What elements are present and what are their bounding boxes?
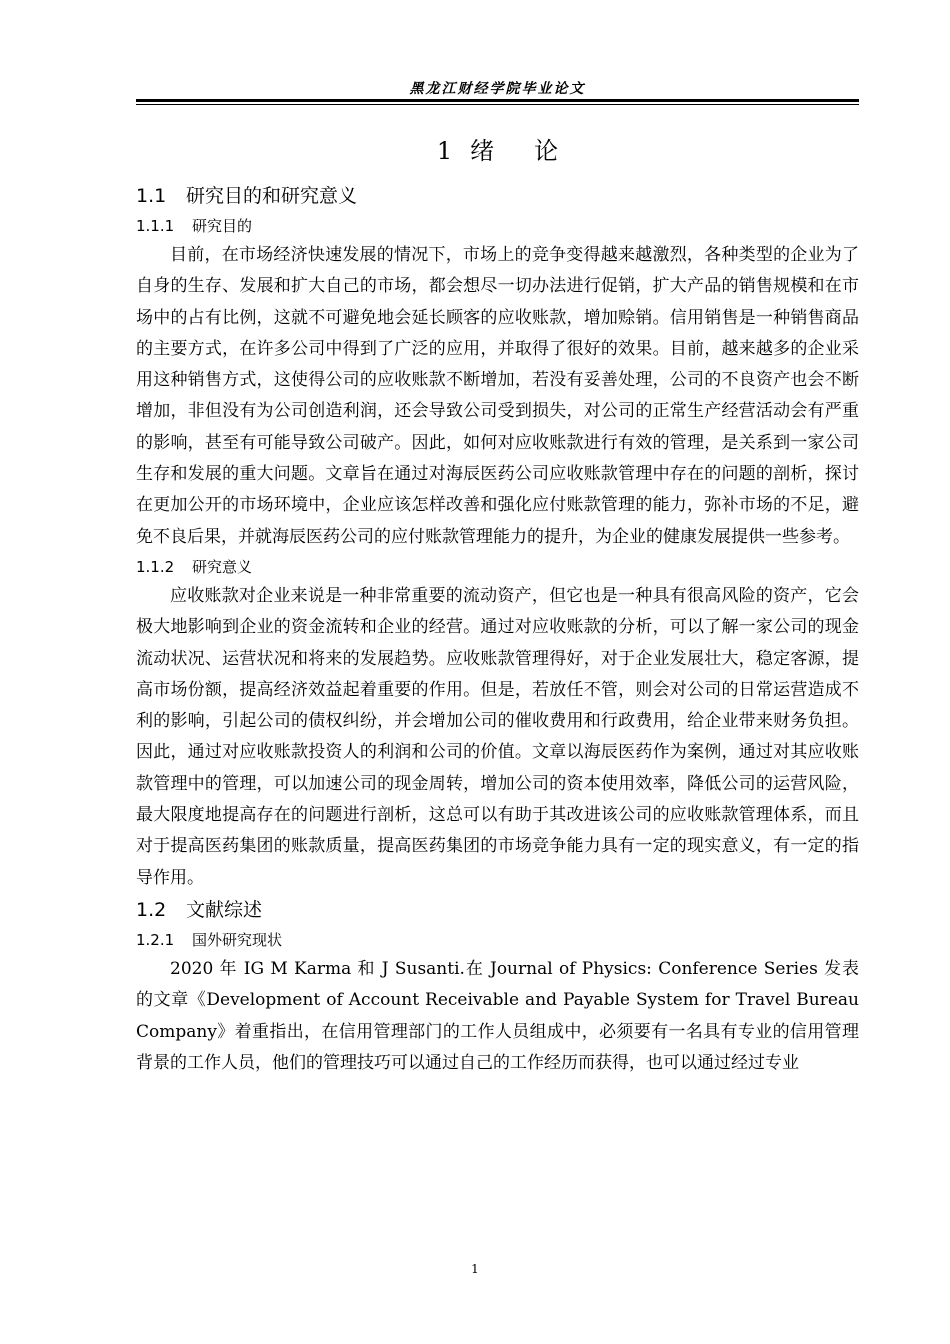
paragraph-research-significance: 应收账款对企业来说是一种非常重要的流动资产，但它也是一种具有很高风险的资产，它会极大地影响到企业的资金流转和企业的经营。通过对应收账款的分析，可以了解一家公司的现金流动状况、运营状况和将来的发展趋势。应收账款管理得好，对于企业发展壮大，稳定客源，提高市场份额，提高经济效益起着重要的作用。但是，若放任不管，则会对公司的日常运营造成不利的影响，引起公司的债权纠纷，并会增加公司的催收费用和行政费用，给企业带来财务负担。因此，通过对应收账款投资人的利润和公司的价值。文章以海辰医药作为案例，通过对其应收账款管理中的管理，可以加速公司的现金周转，增加公司的资本使用效率，降低公司的运营风险，最大限度地提高存在的问题进行剖析，这总可以有助于其改进该公司的应收账款管理体系，而且对于提高医药集团的账款质量，提高医药集团的市场竞争能力具有一定的现实意义，有一定的指导作用。 [136, 585, 859, 888]
chapter-title-char-2: 论 [534, 137, 559, 165]
header-rule-thick [136, 99, 859, 102]
paragraph-foreign-research: 2020 年 IG M Karma 和 J Susanti.在 Journal of Physics: Conference Series 发表的文章《Development of Account Receivable and Payable System for Travel Bureau Company》着重指出，在信用管理部门的工作人员组成中，必须要有一名具有专业的信用管理背景的工作人员，他们的管理技巧可以通过自己的工作经历而获得，也可以通过经过专业 [136, 958, 859, 1073]
section-title: 文献综述 [186, 898, 263, 921]
section-number: 1.1.2 [136, 557, 175, 576]
section-heading-1-2-1 [136, 926, 859, 954]
section-title: 国外研究现状 [192, 930, 283, 949]
header-rule-thin [136, 104, 859, 105]
section-number: 1.1 [136, 185, 167, 207]
section-heading-1-1-1 [136, 212, 859, 240]
section-number: 1.2.1 [136, 930, 175, 949]
section-number: 1.2 [136, 898, 167, 921]
page-number: 1 [471, 1262, 479, 1276]
section-heading-1-1-2 [136, 553, 859, 581]
document-body [136, 128, 859, 1079]
section-title: 研究目的 [192, 217, 253, 235]
section-heading-1-1 [136, 180, 859, 212]
chapter-number: 1 [436, 137, 453, 165]
chapter-title-char-1: 绪 [470, 137, 495, 165]
chapter-title [136, 128, 859, 174]
section-number: 1.1.1 [136, 217, 175, 235]
section-heading-1-2 [136, 894, 859, 926]
section-title: 研究目的和研究意义 [186, 185, 358, 207]
paragraph-research-purpose: 目前，在市场经济快速发展的情况下，市场上的竞争变得越来越激烈，各种类型的企业为了自身的生存、发展和扩大自己的市场，都会想尽一切办法进行促销，扩大产品的销售规模和在市场中的占有比例，这就不可避免地会延长顾客的应收账款，增加赊销。信用销售是一种销售商品的主要方式，在许多公司中得到了广泛的应用，并取得了很好的效果。目前，越来越多的企业采用这种销售方式，这使得公司的应收账款不断增加，若没有妥善处理，公司的不良资产也会不断增加，非但没有为公司创造利润，还会导致公司受到损失，对公司的正常生产经营活动会有严重的影响，甚至有可能导致公司破产。因此，如何对应收账款进行有效的管理，是关系到一家公司生存和发展的重大问题。文章旨在通过对海辰医药公司应收账款管理中存在的问题的剖析，探讨在更加公开的市场环境中，企业应该怎样改善和强化应付账款管理的能力，弥补市场的不足，避免不良后果，并就海辰医药公司的应付账款管理能力的提升，为企业的健康发展提供一些参考。 [136, 245, 859, 547]
section-title: 研究意义 [192, 557, 253, 576]
page-header-title: 黑龙江财经学院毕业论文 [409, 81, 586, 97]
